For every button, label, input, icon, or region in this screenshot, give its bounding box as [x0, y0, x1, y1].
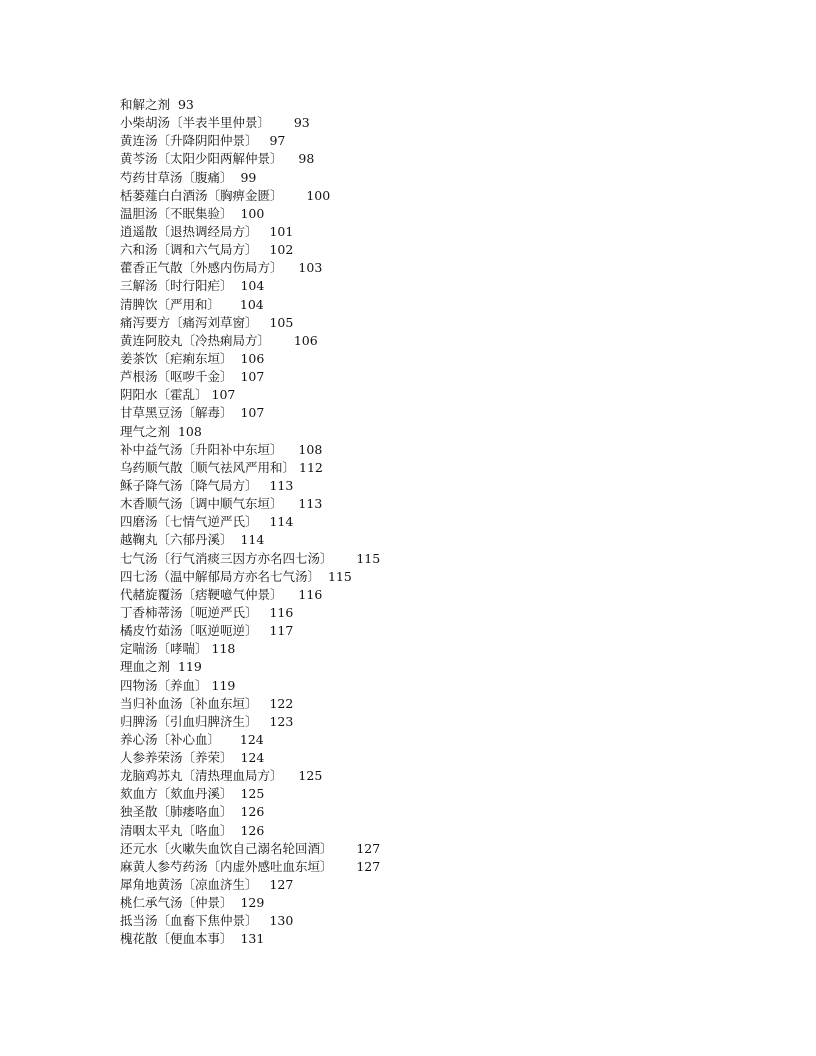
toc-entry-page-number: 93: [177, 97, 194, 112]
toc-entry-title: 黄芩汤〔太阳少阳两解仲景〕: [120, 151, 283, 167]
toc-entry-title: 稣子降气汤〔降气局方〕: [120, 477, 258, 493]
toc-entry-page-number: 93: [293, 115, 310, 131]
toc-entry-title: 三解汤〔时行阳疟〕: [120, 278, 233, 294]
toc-entry-title: 还元水〔火嗽失血饮自己溺名轮回酒〕: [120, 840, 333, 856]
toc-entry: [120, 531, 720, 549]
toc-entry-title: 姜茶饮〔疟痢东垣〕: [120, 350, 233, 366]
toc-entry: [120, 912, 720, 930]
toc-entry: [120, 677, 720, 695]
toc-entry-gap: [283, 586, 299, 604]
toc-entry: [120, 840, 720, 858]
toc-entry-gap: [283, 150, 299, 168]
toc-entry-gap: [170, 658, 178, 676]
toc-entry-gap: [258, 314, 270, 332]
toc-entry-title: 欬血方〔欬血丹溪〕: [120, 786, 233, 802]
toc-entry-gap: [233, 930, 241, 948]
toc-entry-title: 栝蒌薤白白酒汤〔胸痹金匮〕: [120, 187, 283, 203]
toc-entry-page-number: 117: [269, 623, 294, 639]
toc-entry: [120, 477, 720, 495]
toc-entry: [120, 404, 720, 422]
toc-entry: [120, 785, 720, 803]
toc-entry: [120, 350, 720, 368]
toc-entry: [120, 223, 720, 241]
toc-entry-page-number: 106: [293, 332, 318, 348]
toc-entry: [120, 423, 720, 441]
toc-entry: [120, 658, 720, 676]
toc-entry: [120, 495, 720, 513]
toc-entry: [120, 277, 720, 295]
toc-entry-gap: [283, 767, 299, 785]
toc-entry-page-number: 127: [269, 877, 294, 893]
toc-entry: [120, 187, 720, 205]
toc-entry-page-number: 126: [240, 804, 265, 820]
toc-entry-page-number: 104: [239, 296, 264, 312]
toc-entry: [120, 695, 720, 713]
toc-entry-page-number: 108: [177, 423, 202, 439]
toc-entry-gap: [258, 477, 270, 495]
toc-entry-page-number: 116: [269, 604, 294, 620]
toc-entry: [120, 930, 720, 948]
toc-entry-page-number: 131: [240, 931, 265, 947]
toc-entry-page-number: 98: [298, 151, 315, 167]
toc-entry: [120, 568, 720, 586]
toc-entry-page-number: 112: [299, 459, 323, 475]
toc-entry-page-number: 113: [269, 477, 294, 493]
toc-entry-page-number: 129: [240, 895, 265, 911]
toc-entry-gap: [233, 894, 241, 912]
toc-entry-gap: [220, 296, 240, 314]
toc-entry-title: 黄连汤〔升降阴阳仲景〕: [120, 133, 258, 149]
toc-entry: [120, 259, 720, 277]
toc-entry: [120, 386, 720, 404]
toc-entry-gap: [270, 332, 294, 350]
toc-entry-page-number: 100: [306, 187, 331, 203]
toc-entry-title: 芍药甘草汤〔腹痛〕: [120, 169, 233, 185]
toc-entry-gap: [233, 205, 241, 223]
toc-entry-page-number: 114: [269, 514, 294, 530]
toc-entry-gap: [233, 749, 241, 767]
toc-entry-page-number: 125: [298, 768, 323, 784]
toc-entry: [120, 749, 720, 767]
toc-entry-title: 温胆汤〔不眠集验〕: [120, 205, 233, 221]
toc-entry: [120, 368, 720, 386]
toc-entry-page-number: 127: [356, 840, 381, 856]
toc-entry-title: 逍遥散〔退热调经局方〕: [120, 223, 258, 239]
toc-entry-gap: [283, 441, 299, 459]
toc-entry-title: 越鞠丸〔六郁丹溪〕: [120, 532, 233, 548]
toc-entry-gap: [233, 350, 241, 368]
toc-entry-title: 槐花散〔便血本事〕: [120, 931, 233, 947]
toc-entry-page-number: 124: [240, 750, 265, 766]
toc-entry: [120, 441, 720, 459]
toc-entry-title: 橘皮竹茹汤〔呕逆呃逆〕: [120, 623, 258, 639]
toc-entry-page-number: 99: [240, 169, 257, 185]
toc-entry-page-number: 124: [239, 731, 264, 747]
toc-entry: [120, 731, 720, 749]
toc-entry-page-number: 118: [211, 641, 236, 657]
toc-entry-title: 养心汤〔补心血〕: [120, 731, 221, 747]
toc-entry: [120, 604, 720, 622]
toc-entry: [120, 150, 720, 168]
toc-entry-gap: [258, 912, 270, 930]
toc-entry-page-number: 119: [177, 659, 202, 675]
toc-entry: [120, 241, 720, 259]
toc-entry-gap: [170, 96, 178, 114]
toc-entry: [120, 296, 720, 314]
toc-entry: [120, 513, 720, 531]
toc-entry-page-number: 115: [327, 568, 352, 584]
toc-entry: [120, 894, 720, 912]
toc-entry-page-number: 102: [269, 242, 294, 258]
toc-entry-gap: [258, 876, 270, 894]
toc-entry-page-number: 103: [298, 260, 323, 276]
toc-entry-gap: [333, 550, 357, 568]
toc-entry: [120, 858, 720, 876]
toc-entry-gap: [233, 368, 241, 386]
toc-entry: [120, 876, 720, 894]
toc-entry-gap: [333, 840, 357, 858]
toc-entry-page-number: 107: [240, 369, 265, 385]
toc-entry: [120, 640, 720, 658]
toc-entry-page-number: 126: [240, 822, 265, 838]
toc-entry-page-number: 122: [269, 695, 294, 711]
toc-entry: [120, 713, 720, 731]
toc-entry-title: 藿香正气散〔外感内伤局方〕: [120, 260, 283, 276]
toc-entry-title: 小柴胡汤〔半表半里仲景〕: [120, 115, 271, 131]
toc-entry-gap: [283, 495, 299, 513]
toc-entry-page-number: 105: [269, 314, 294, 330]
toc-entry-gap: [258, 604, 270, 622]
toc-entry: [120, 169, 720, 187]
toc-entry-title: 抵当汤〔血畜下焦仲景〕: [120, 913, 258, 929]
toc-entry-page-number: 97: [269, 133, 286, 149]
toc-entry: [120, 822, 720, 840]
toc-entry-title: 甘草黑豆汤〔解毒〕: [120, 405, 233, 421]
toc-entry: [120, 205, 720, 223]
toc-entry-title: 理气之剂: [120, 423, 171, 439]
toc-entry-gap: [320, 568, 328, 586]
toc-entry-title: 乌药顺气散〔顺气祛风严用和〕: [120, 459, 296, 475]
toc-entry-title: 清咽太平丸〔咯血〕: [120, 822, 233, 838]
toc-entry-page-number: 113: [298, 496, 323, 512]
toc-entry-gap: [258, 713, 270, 731]
toc-entry-gap: [233, 169, 241, 187]
toc-entry-title: 当归补血汤〔补血东垣〕: [120, 695, 258, 711]
toc-entry-gap: [170, 423, 178, 441]
toc-entry-title: 定喘汤〔哮喘〕: [120, 641, 208, 657]
toc-entry-gap: [258, 695, 270, 713]
toc-entry-page-number: 127: [356, 858, 381, 874]
toc-entry: [120, 459, 720, 477]
toc-entry-gap: [258, 223, 270, 241]
toc-entry-page-number: 107: [211, 387, 236, 403]
toc-entry-page-number: 107: [240, 405, 265, 421]
toc-entry-title: 麻黄人参芍药汤〔内虚外感吐血东垣〕: [120, 858, 333, 874]
toc-entry-title: 归脾汤〔引血归脾济生〕: [120, 713, 258, 729]
toc-entry-title: 龙脑鸡苏丸〔清热理血局方〕: [120, 768, 283, 784]
toc-entry-title: 补中益气汤〔升阳补中东垣〕: [120, 441, 283, 457]
toc-entry: [120, 550, 720, 568]
toc-entry-page-number: 104: [240, 278, 265, 294]
toc-entry: [120, 332, 720, 350]
toc-entry-gap: [233, 822, 241, 840]
toc-entry-page-number: 125: [240, 786, 265, 802]
toc-entry-page-number: 101: [269, 223, 294, 239]
toc-entry-gap: [233, 531, 241, 549]
toc-entry-title: 独圣散〔肺痿咯血〕: [120, 804, 233, 820]
toc-entry-title: 木香顺气汤〔调中顺气东垣〕: [120, 496, 283, 512]
toc-entry-title: 丁香柿蒂汤〔呃逆严氏〕: [120, 604, 258, 620]
toc-entry-title: 四磨汤〔七情气逆严氏〕: [120, 514, 258, 530]
toc-entry-title: 四物汤〔养血〕: [120, 677, 208, 693]
toc-entry-page-number: 106: [240, 350, 265, 366]
toc-entry-gap: [233, 404, 241, 422]
toc-entry-gap: [258, 132, 270, 150]
toc-entry-page-number: 130: [269, 913, 294, 929]
toc-entry-page-number: 100: [240, 205, 265, 221]
toc-entry-title: 桃仁承气汤〔仲景〕: [120, 895, 233, 911]
toc-entry-title: 理血之剂: [120, 659, 171, 675]
toc-entry-page-number: 114: [240, 532, 265, 548]
toc-entry: [120, 114, 720, 132]
toc-entry-title: 阴阳水〔霍乱〕: [120, 387, 208, 403]
toc-entry-page-number: 108: [298, 441, 323, 457]
toc-entry: [120, 803, 720, 821]
table-of-contents: [120, 96, 720, 949]
toc-entry-title: 七气汤〔行气消痰三因方亦名四七汤〕: [120, 550, 333, 566]
toc-entry-title: 黄连阿胶丸〔冷热痢局方〕: [120, 332, 271, 348]
toc-entry-gap: [258, 622, 270, 640]
toc-entry-gap: [233, 803, 241, 821]
toc-entry-title: 清脾饮〔严用和〕: [120, 296, 221, 312]
toc-entry: [120, 132, 720, 150]
toc-entry-gap: [258, 513, 270, 531]
toc-entry-title: 芦根汤〔呕哕千金〕: [120, 369, 233, 385]
toc-entry-title: 六和汤〔调和六气局方〕: [120, 242, 258, 258]
toc-entry-gap: [220, 731, 240, 749]
toc-entry: [120, 586, 720, 604]
toc-entry-gap: [233, 277, 241, 295]
toc-entry-page-number: 119: [211, 677, 236, 693]
toc-entry: [120, 314, 720, 332]
toc-entry-page-number: 123: [269, 713, 294, 729]
toc-entry-gap: [258, 241, 270, 259]
toc-entry-title: 痛泻要方〔痛泻刘草窗〕: [120, 314, 258, 330]
toc-entry: [120, 622, 720, 640]
toc-entry-gap: [283, 187, 307, 205]
toc-entry-page-number: 115: [356, 550, 381, 566]
toc-entry-page-number: 116: [298, 586, 323, 602]
toc-entry-gap: [233, 785, 241, 803]
toc-entry-gap: [270, 114, 294, 132]
toc-entry-title: 代赭旋覆汤〔痞鞕噫气仲景〕: [120, 586, 283, 602]
toc-entry: [120, 767, 720, 785]
toc-entry-title: 人参养荣汤〔养荣〕: [120, 750, 233, 766]
toc-entry-title: 和解之剂: [120, 97, 171, 112]
toc-entry-title: 四七汤（温中解郁局方亦名七气汤〕: [120, 568, 321, 584]
toc-entry-gap: [283, 259, 299, 277]
toc-entry-gap: [333, 858, 357, 876]
toc-entry: [120, 96, 720, 114]
toc-entry-title: 犀角地黄汤〔凉血济生〕: [120, 877, 258, 893]
